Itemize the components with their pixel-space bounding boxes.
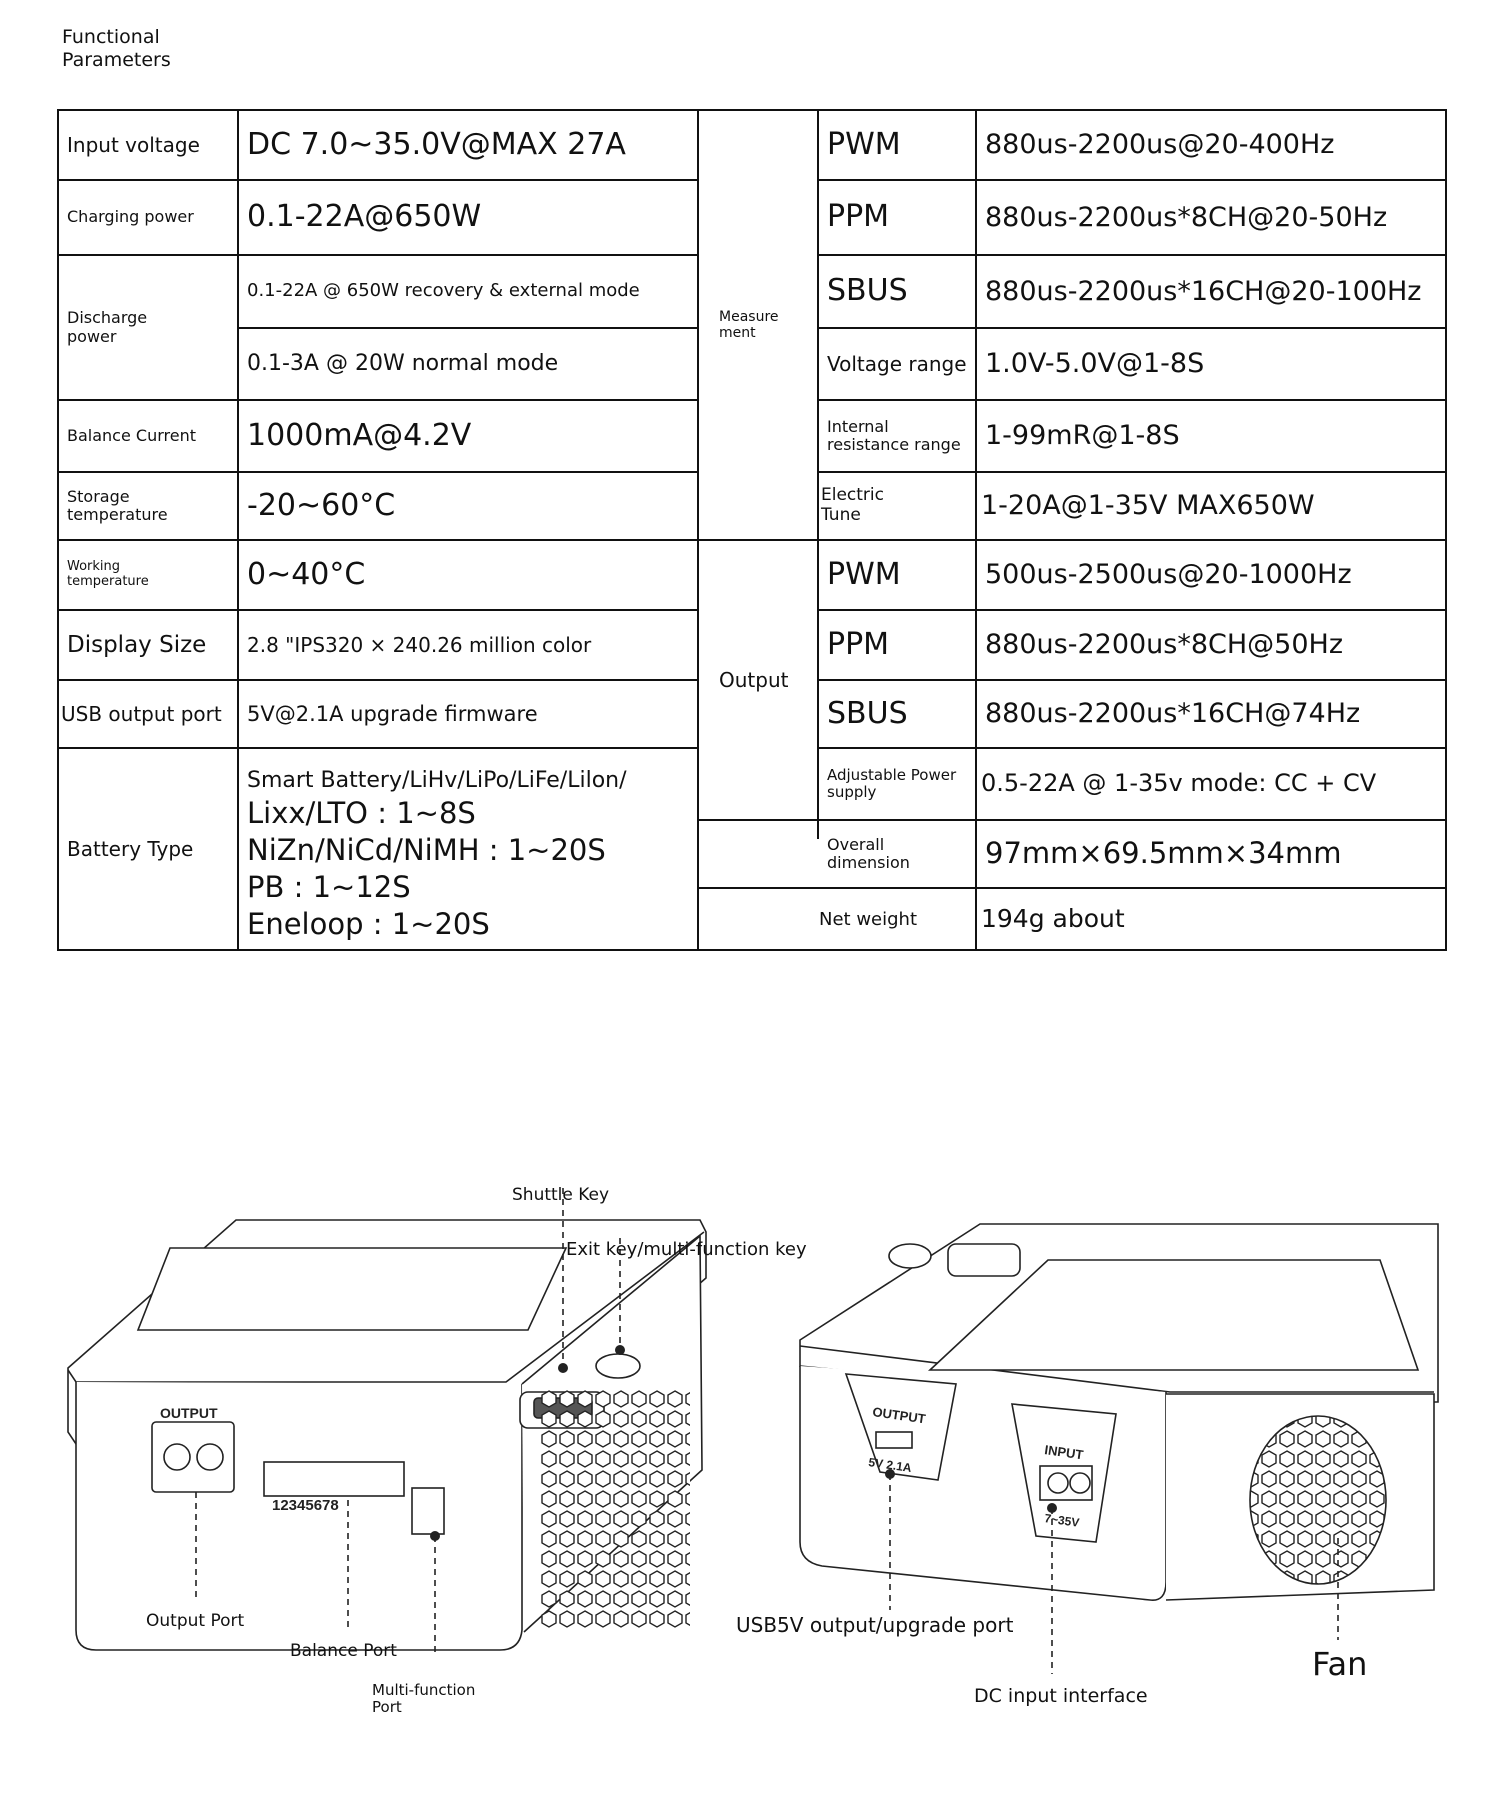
device-input-mark: INPUT: [1043, 1442, 1085, 1463]
display-screen: [138, 1248, 566, 1330]
value-output-sbus: 880us-2200us*16CH@74Hz: [985, 698, 1361, 730]
vent-left-icon: [540, 1390, 690, 1630]
value-measure-sbus: 880us-2200us*16CH@20-100Hz: [985, 275, 1422, 307]
value-overall-dimension: 97mm×69.5mm×34mm: [985, 836, 1342, 871]
label-storage-temperature: Storage temperature: [67, 486, 168, 524]
label-measure-ppm: PPM: [827, 199, 890, 235]
shuttle-key-right-icon: [948, 1244, 1020, 1276]
label-balance-current: Balance Current: [67, 425, 196, 445]
label-input-voltage: Input voltage: [67, 132, 200, 157]
battery-type-line: PB : 1~12S: [247, 870, 411, 904]
value-discharge-normal: 0.1-3A @ 20W normal mode: [247, 351, 559, 377]
label-fan: Fan: [1312, 1645, 1368, 1683]
group-measurement: Measure ment: [719, 308, 779, 341]
label-display-size: Display Size: [67, 631, 207, 658]
label-charging-power: Charging power: [67, 207, 194, 227]
label-discharge-power: Discharge power: [67, 308, 148, 346]
fan-vent-icon: [1250, 1416, 1386, 1584]
label-multi-function-port: Multi-function Port: [372, 1681, 476, 1717]
label-usb-output-port: USB output port: [61, 701, 222, 726]
battery-type-line: Eneloop : 1~20S: [247, 907, 490, 941]
label-output-ppm: PPM: [827, 626, 890, 662]
device-output-mark: OUTPUT: [160, 1405, 218, 1421]
value-electric-tune: 1-20A@1-35V MAX650W: [981, 490, 1315, 522]
exit-key-right-icon: [889, 1244, 931, 1268]
value-input-voltage: DC 7.0~35.0V@MAX 27A: [247, 126, 626, 162]
value-measure-ppm: 880us-2200us*8CH@20-50Hz: [985, 201, 1388, 233]
value-output-ppm: 880us-2200us*8CH@50Hz: [985, 629, 1344, 661]
label-dc-input: DC input interface: [974, 1685, 1148, 1707]
label-exit-key: Exit key/multi-function key: [566, 1239, 807, 1260]
multi-function-port-icon: [412, 1488, 444, 1534]
device-input-range-mark: 7~35V: [1043, 1511, 1081, 1530]
value-charging-power: 0.1-22A@650W: [247, 199, 482, 235]
value-discharge-recovery: 0.1-22A @ 650W recovery & external mode: [247, 280, 640, 302]
value-internal-resistance: 1-99mR@1-8S: [985, 420, 1180, 452]
device-usb-output-mark: OUTPUT: [871, 1404, 927, 1427]
label-overall-dimension: Overall dimension: [827, 834, 910, 872]
label-balance-port: Balance Port: [290, 1641, 397, 1661]
battery-type-line: NiZn/NiCd/NiMH : 1~20S: [247, 833, 606, 867]
value-adjustable-power: 0.5-22A @ 1-35v mode: CC + CV: [981, 769, 1377, 798]
device-balance-numbers: 12345678: [272, 1497, 339, 1514]
value-usb-output-port: 5V@2.1A upgrade firmware: [247, 701, 538, 726]
battery-type-line: Lixx/LTO : 1~8S: [247, 796, 476, 830]
label-net-weight: Net weight: [819, 908, 918, 930]
exit-key-icon: [596, 1354, 640, 1378]
value-working-temperature: 0~40°C: [247, 556, 366, 592]
device-usb-rating-mark: 5V 2.1A: [867, 1455, 913, 1476]
balance-port-icon: [264, 1462, 404, 1496]
value-measure-pwm: 880us-2200us@20-400Hz: [985, 129, 1335, 161]
value-battery-type: [247, 767, 697, 943]
label-output-sbus: SBUS: [827, 695, 908, 731]
battery-type-line: Smart Battery/LiHv/LiPo/LiFe/Lilon/: [247, 768, 627, 793]
label-internal-resistance: Internal resistance range: [827, 416, 961, 454]
charger-left-view: [68, 1220, 706, 1650]
value-display-size: 2.8 "IPS320 × 240.26 million color: [247, 632, 592, 657]
label-voltage-range: Voltage range: [827, 351, 967, 376]
parameters-table: [57, 109, 1447, 951]
label-working-temperature: Working temperature: [67, 559, 149, 589]
label-measure-pwm: PWM: [827, 126, 901, 162]
group-output: Output: [719, 667, 789, 692]
value-balance-current: 1000mA@4.2V: [247, 417, 472, 453]
value-net-weight: 194g about: [981, 903, 1125, 933]
label-electric-tune: Electric Tune: [821, 485, 884, 525]
value-voltage-range: 1.0V-5.0V@1-8S: [985, 348, 1205, 380]
value-storage-temperature: -20~60°C: [247, 487, 396, 523]
value-output-pwm: 500us-2500us@20-1000Hz: [985, 559, 1352, 591]
label-adjustable-power: Adjustable Power supply: [827, 765, 957, 801]
label-output-pwm: PWM: [827, 556, 901, 592]
label-shuttle-key: Shuttle Key: [512, 1185, 610, 1205]
label-output-port: Output Port: [146, 1611, 245, 1631]
label-battery-type: Battery Type: [67, 836, 194, 861]
label-measure-sbus: SBUS: [827, 273, 908, 309]
page-heading: Functional Parameters: [62, 26, 171, 71]
label-usb-port: USB5V output/upgrade port: [736, 1613, 1014, 1637]
